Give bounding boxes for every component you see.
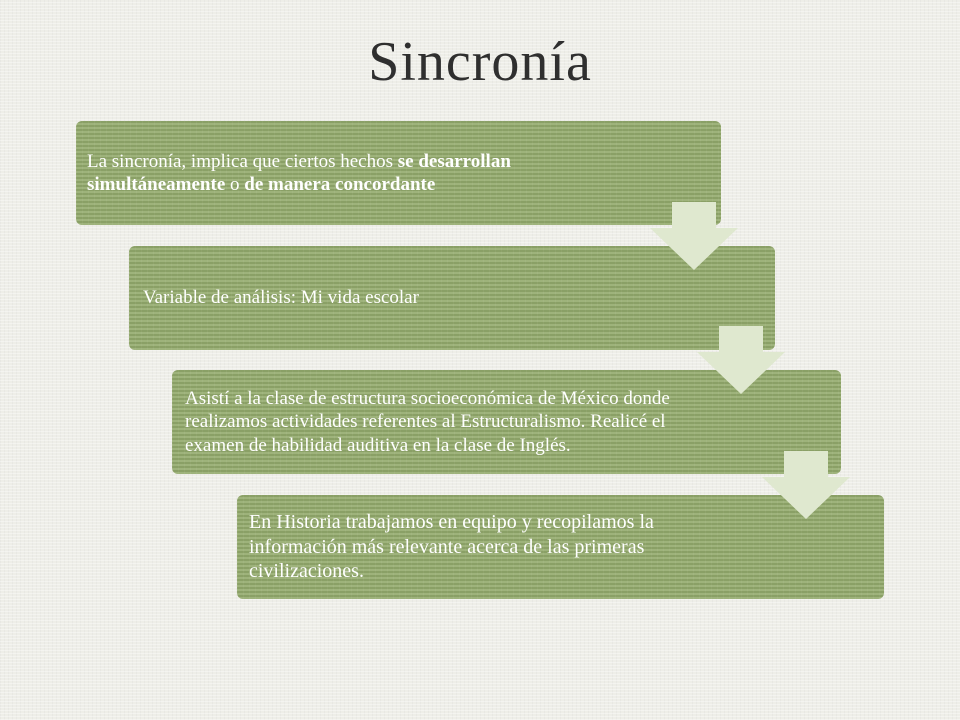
step-text-variable: Variable de análisis: Mi vida escolar xyxy=(143,287,419,309)
definition-part-2: se desarrollan simultáneamente xyxy=(87,150,511,195)
definition-part-4: de manera concordante xyxy=(244,174,436,195)
definition-part-3: o xyxy=(225,174,245,195)
step-box-definition xyxy=(76,121,721,225)
slide-title: Sincronía xyxy=(368,31,592,93)
down-arrow-icon xyxy=(697,326,785,394)
step-text-classes: Asistí a la clase de estructura socioeconómica de México donde realizamos actividades referentes al Estructuralismo. Realicé el examen de habilidad auditiva en la clase de Inglés. xyxy=(185,388,670,456)
step-text-definition xyxy=(87,150,551,196)
down-arrow-icon xyxy=(650,202,738,270)
step-text-history: En Historia trabajamos en equipo y recopilamos la información más relevante acerca de las primeras civilizaciones. xyxy=(249,511,654,583)
definition-part-1: La sincronía, implica que ciertos hechos xyxy=(87,150,398,172)
down-arrow-icon xyxy=(762,451,850,519)
